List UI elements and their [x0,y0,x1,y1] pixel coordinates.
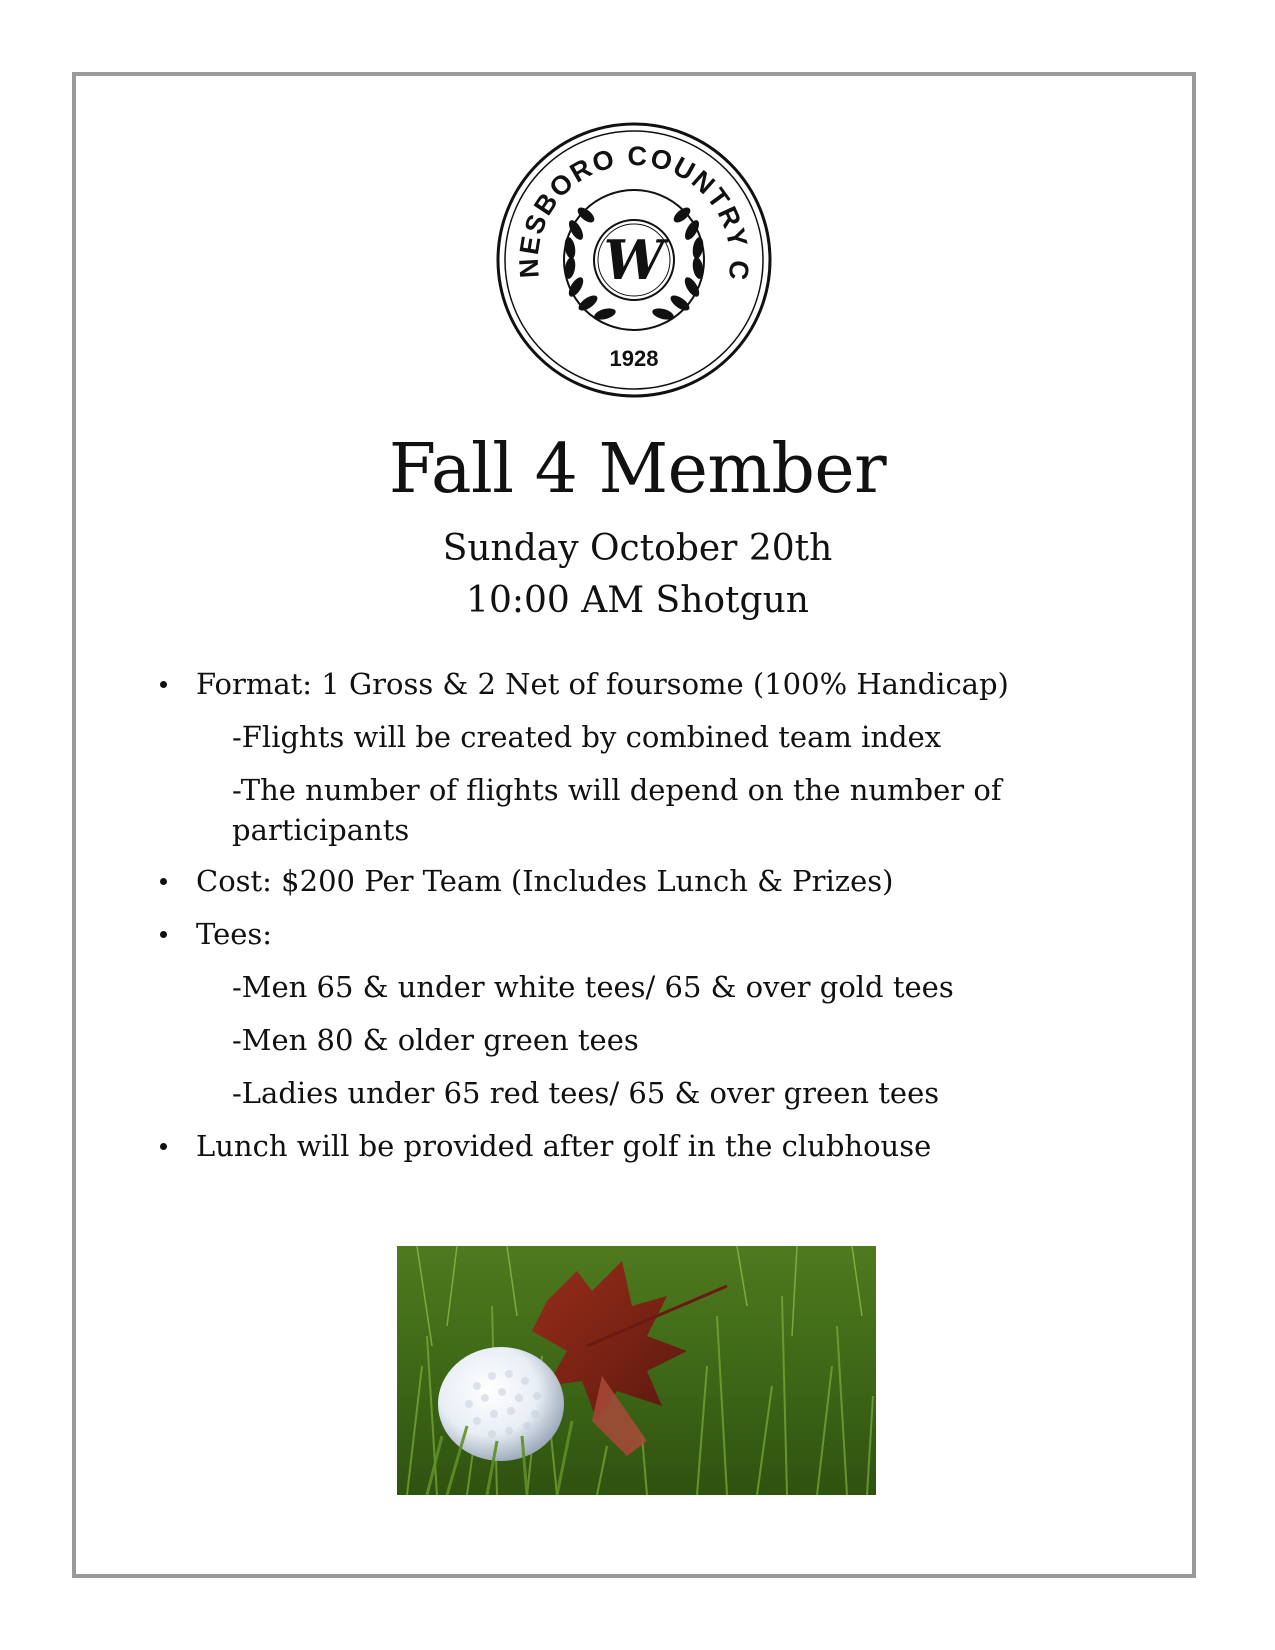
club-logo [487,117,782,402]
golf-ball-photo [397,1246,876,1495]
bullet-icon [160,1143,167,1150]
logo-year: 1928 [609,346,659,371]
tees-note: -Men 65 & under white tees/ 65 & over gold tees [232,970,954,1004]
event-start: 10:00 AM Shotgun [466,580,809,621]
tees-note: -Ladies under 65 red tees/ 65 & over green tees [232,1076,940,1110]
event-date: Sunday October 20th [442,528,833,569]
page-title: Fall 4 Member [388,430,887,509]
bullet-icon [160,681,167,688]
cost-line: Cost: $200 Per Team (Includes Lunch & Prizes) [196,864,894,898]
tees-note: -Men 80 & older green tees [232,1023,639,1057]
format-note: -The number of flights will depend on the number of [232,773,1002,807]
logo-club-name: NESBORO COUNTRY C [513,140,755,284]
format-note: -Flights will be created by combined team index [232,720,942,754]
lunch-line: Lunch will be provided after golf in the clubhouse [196,1129,932,1163]
tees-label: Tees: [196,917,273,951]
format-note: participants [232,813,410,847]
format-line: Format: 1 Gross & 2 Net of foursome (100% Handicap) [196,667,1009,701]
logo-monogram: W [603,228,665,292]
bullet-icon [160,878,167,885]
bullet-icon [160,931,167,938]
